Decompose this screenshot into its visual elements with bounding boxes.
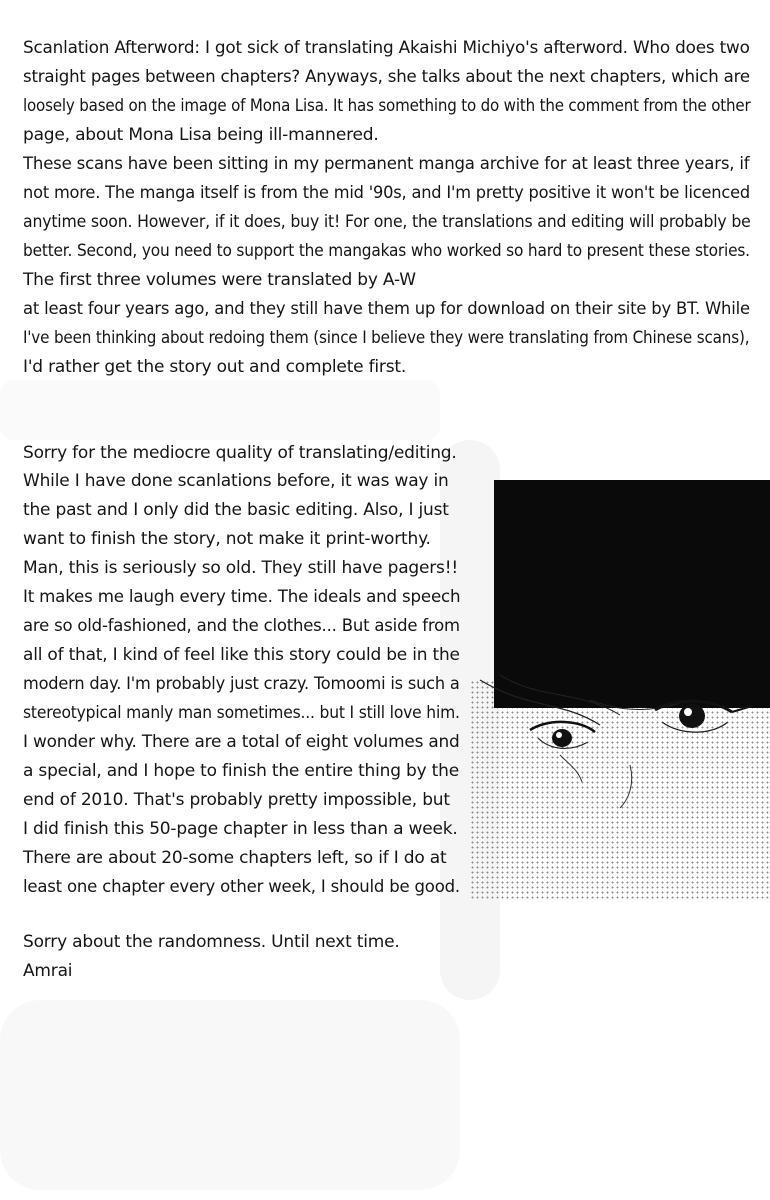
text-line: at least four years ago, and they still have them up for download on their site by BT. While xyxy=(23,299,750,319)
text-line: The first three volumes were translated by A-W xyxy=(23,270,416,290)
text-line: a special, and I hope to finish the entire thing by the xyxy=(23,761,459,781)
text-line: are so old-fashioned, and the clothes... But aside from xyxy=(23,616,460,636)
text-line: all of that, I kind of feel like this story could be in the xyxy=(23,645,460,665)
text-line: Scanlation Afterword: I got sick of translating Akaishi Michiyo's afterword. Who does two xyxy=(23,38,750,58)
text-line: I'd rather get the story out and complete first. xyxy=(23,357,407,377)
scan-background-shape xyxy=(0,1000,460,1190)
closing-line: Sorry about the randomness. Until next time. xyxy=(23,932,400,952)
text-line: While I have done scanlations before, it was way in xyxy=(23,471,449,491)
text-line: modern day. I'm probably just crazy. Tomoomi is such a xyxy=(23,674,460,694)
text-line: anytime soon. However, if it does, buy it! For one, the translations and editing will probably be xyxy=(23,212,751,232)
text-line: not more. The manga itself is from the mid '90s, and I'm pretty positive it won't be licenced xyxy=(23,183,751,203)
eye-illustration xyxy=(470,670,770,900)
text-line: least one chapter every other week, I should be good. xyxy=(23,877,460,897)
text-line: These scans have been sitting in my permanent manga archive for at least three years, if xyxy=(23,154,750,174)
signature: Amrai xyxy=(23,961,73,981)
text-line: better. Second, you need to support the mangakas who worked so hard to present these stories. xyxy=(23,241,750,261)
text-line: I did finish this 50-page chapter in less than a week. xyxy=(23,819,458,839)
text-line: There are about 20-some chapters left, so if I do at xyxy=(23,848,447,868)
text-line: I've been thinking about redoing them (since I believe they were translating from Chinese scans), xyxy=(23,328,750,348)
text-line: Man, this is seriously so old. They still have pagers!! xyxy=(23,558,458,578)
text-line: want to finish the story, not make it print-worthy. xyxy=(23,529,431,549)
manga-art-panel xyxy=(470,480,770,900)
text-line: page, about Mona Lisa being ill-mannered. xyxy=(23,125,379,145)
text-line: loosely based on the image of Mona Lisa. It has something to do with the comment from the other xyxy=(23,96,751,116)
text-line: end of 2010. That's probably pretty impossible, but xyxy=(23,790,450,810)
text-line: I wonder why. There are a total of eight volumes and xyxy=(23,732,460,752)
text-line: stereotypical manly man sometimes... but I still love him. xyxy=(23,703,460,723)
text-line: straight pages between chapters? Anyways, she talks about the next chapters, which are xyxy=(23,67,750,87)
text-line: the past and I only did the basic editing. Also, I just xyxy=(23,500,449,520)
text-line: It makes me laugh every time. The ideals and speech xyxy=(23,587,461,607)
scan-background-shape xyxy=(0,380,440,440)
text-line: Sorry for the mediocre quality of translating/editing. xyxy=(23,443,457,463)
